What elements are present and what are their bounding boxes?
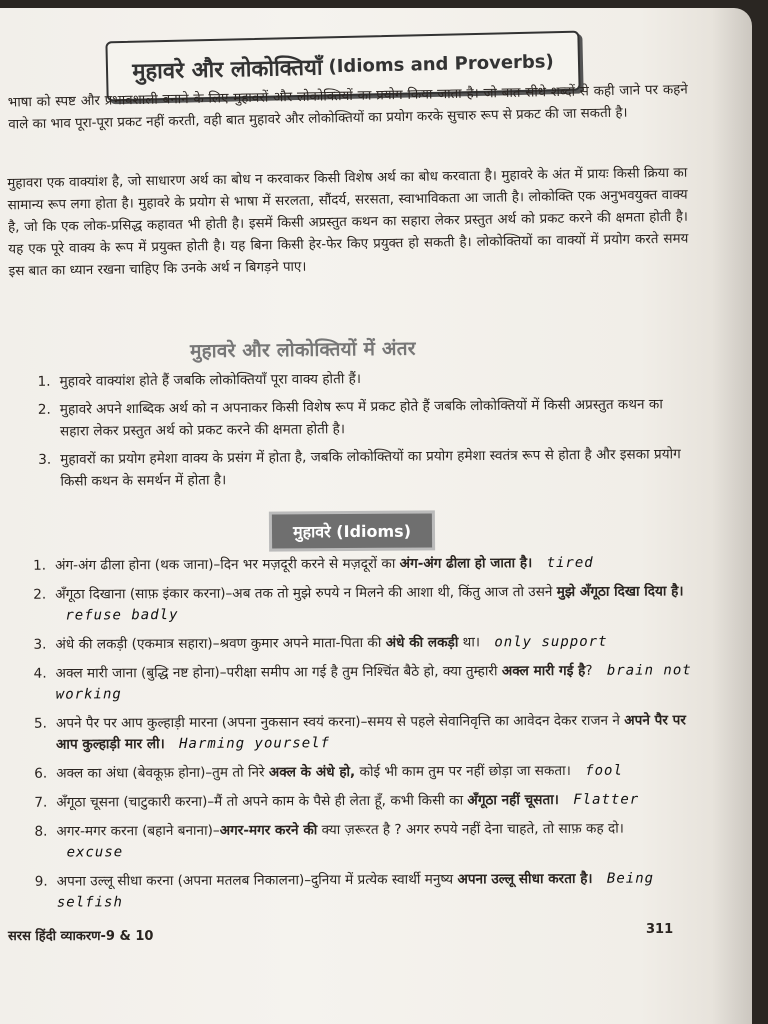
idiom-example-bold: अंग-अंग ढीला हो जाता है। [399, 555, 533, 572]
handwritten-note: brain not working [55, 662, 692, 703]
idiom-example-bold: अगर-मगर करने की [219, 822, 318, 839]
idiom-text: अपने पैर पर आप कुल्हाड़ी मारना (अपना नुकसान स्वयं करना)–समय से पहले सेवानिवृत्ति का आवेदन देकर राजन ने [55, 712, 625, 732]
item-number: 9. [34, 873, 48, 890]
book-title-footer: सरस हिंदी व्याकरण-9 & 10 [8, 929, 154, 944]
item-number: 1. [37, 373, 51, 390]
idiom-list [33, 552, 695, 921]
item-number: 3. [38, 451, 52, 468]
idioms-heading-badge [272, 513, 432, 548]
idiom-example-bold: अँगूठा नहीं चूसता। [467, 791, 559, 809]
intro-paragraph: भाषा को स्पष्ट और प्रभावशाली बनाने के लिए मुहावरों और लोकोक्तियों का प्रयोग किया जाता है। जो बात सीधे शब्दों से कही जाने पर कहने वाले का भाव पूरा-पूरा प्रकट नहीं करती, वही बात मुहावरे और लोकोक्तियों का प्रयोग करके सुचारु रूप से प्रकट की जा सकती है। [7, 82, 688, 133]
idioms-heading-hindi: मुहावरे [292, 522, 331, 542]
idiom-example-bold: मुझे अँगूठा दिखा दिया है। [556, 583, 684, 600]
idiom-item [34, 660, 694, 705]
idiom-item [33, 631, 693, 655]
idiom-item [34, 789, 694, 813]
idiom-text: अंग-अंग ढीला होना (थक जाना)–दिन भर मज़दूरी करने से मज़दूरों का [55, 555, 400, 574]
idiom-item [34, 760, 694, 784]
idiom-text: अँगूठा चूसना (चाटुकारी करना)–मैं तो अपने काम के पैसे ही लेता हूँ, कभी किसी का [56, 792, 468, 811]
item-number: 6. [34, 765, 48, 782]
idiom-text: अक्ल मारी जाना (बुद्धि नष्ट होना)–परीक्षा समीप आ गई है तुम निश्चिंत बैठे हो, क्या तुम्हारी [55, 663, 502, 682]
page-edge-shadow [712, 8, 752, 1024]
idiom-text: अँगूठा दिखाना (साफ़ इंकार करना)–अब तक तो मुझे रुपये न मिलने की आशा थी, किंतु आज तो उसने [55, 583, 557, 603]
page-number: 311 [646, 922, 674, 937]
difference-list [37, 365, 688, 499]
handwritten-note: refuse badly [65, 606, 179, 624]
difference-item [38, 393, 688, 443]
idiom-item [34, 710, 694, 755]
item-number: 4. [33, 665, 47, 682]
idiom-example-bold: अक्ल के अंधे हो, [268, 764, 356, 781]
idiom-text-tail: क्या ज़रूरत है ? अगर रुपये नहीं देना चाहते, तो साफ़ कह दो। [317, 820, 624, 839]
item-number: 2. [33, 586, 47, 603]
handwritten-note: only support [494, 633, 608, 651]
item-number: 8. [34, 823, 48, 840]
item-number: 1. [33, 557, 47, 574]
difference-item [38, 443, 688, 493]
idiom-item [33, 581, 693, 626]
difference-item [37, 365, 687, 393]
difference-text: मुहावरे अपने शाब्दिक अर्थ को न अपनाकर किसी विशेष रूप में प्रकट होते हैं जबकि लोकोक्तियों में किसी अप्रस्तुत कथन का सहारा लेकर प्रस्तुत अर्थ को प्रकट करने की क्षमता होती है। [59, 396, 663, 440]
handwritten-note: excuse [66, 844, 124, 861]
item-number: 5. [33, 715, 47, 732]
idiom-item [34, 818, 694, 863]
item-number: 3. [33, 636, 47, 653]
idiom-example-bold: अक्ल मारी गई है [501, 662, 586, 680]
handwritten-note: tired [546, 554, 594, 572]
idiom-example-bold: अंधे की लकड़ी [385, 634, 459, 651]
handwritten-note: Being selfish [56, 870, 655, 911]
handwritten-note: Harming yourself [179, 735, 331, 752]
item-number: 7. [34, 794, 48, 811]
idiom-text: अंधे की लकड़ी (एकमात्र सहारा)–श्रवण कुमार अपने माता-पिता की [55, 634, 386, 653]
book-page [0, 8, 752, 1024]
chapter-title-english: (Idioms and Proverbs) [328, 50, 554, 77]
idioms-heading-english: (Idioms) [336, 521, 412, 541]
item-number: 2. [37, 401, 51, 418]
difference-text: मुहावरे वाक्यांश होते हैं जबकि लोकोक्तियाँ पूरा वाक्य होती हैं। [59, 371, 362, 390]
difference-text: मुहावरों का प्रयोग हमेशा वाक्य के प्रसंग में होता है, जबकि लोकोक्तियों का प्रयोग हमेशा स्वतंत्र रूप से होता है और इसका प्रयोग किसी कथन के समर्थन में होता है। [60, 446, 681, 490]
handwritten-note: fool [585, 762, 623, 779]
idiom-text: अगर-मगर करना (बहाने बनाना)– [56, 822, 220, 840]
idiom-item [33, 552, 693, 576]
handwritten-note: Flatter [573, 791, 640, 808]
idiom-example-bold: अपना उल्लू सीधा करता है। [457, 870, 593, 888]
definition-paragraph: मुहावरा एक वाक्यांश है, जो साधारण अर्थ का बोध न करवाकर किसी विशेष अर्थ का बोध करवाता है। मुहावरे के अंत में प्रायः किसी क्रिया का सामान्य रूप लगा होता है। मुहावरे के प्रयोग से भाषा में सरलता, सौंदर्य, सरसता, स्वाभाविकता आ जाती है। लोकोक्ति एक अनुभवयुक्त वाक्य है, जो कि एक लोक-प्रसिद्ध कहावत भी होती है। इसमें किसी अप्रस्तुत कथन का सहारा लेकर प्रस्तुत अर्थ को प्रकट करने की क्षमता होती है। यह एक पूरे वाक्य के रूप में प्रयुक्त होती है। यह बिना किसी हेर-फेर किए प्रयुक्त हो सकती है। लोकोक्तियों का वाक्यों में प्रयोग करते समय इस बात का ध्यान रखना चाहिए कि उनके अर्थ न बिगड़ने पाए। [7, 165, 689, 280]
idiom-item [35, 868, 695, 913]
idiom-text-tail: कोई भी काम तुम पर नहीं छोड़ा जा सकता। [355, 762, 571, 781]
idiom-text-tail: ? [585, 662, 593, 679]
chapter-title-hindi: मुहावरे और लोकोक्तियाँ [132, 55, 323, 85]
idiom-example-bold: अपने पैर पर आप कुल्हाड़ी मार ली। [55, 712, 686, 753]
idiom-text: अक्ल का अंधा (बेवकूफ़ होना)–तुम तो निरे [56, 764, 269, 782]
difference-heading: मुहावरे और लोकोक्तियों में अंतर [189, 337, 416, 363]
idiom-text: अपना उल्लू सीधा करना (अपना मतलब निकालना)–दुनिया में प्रत्येक स्वार्थी मनुष्य [56, 871, 458, 890]
idiom-text-tail: था। [458, 634, 481, 651]
